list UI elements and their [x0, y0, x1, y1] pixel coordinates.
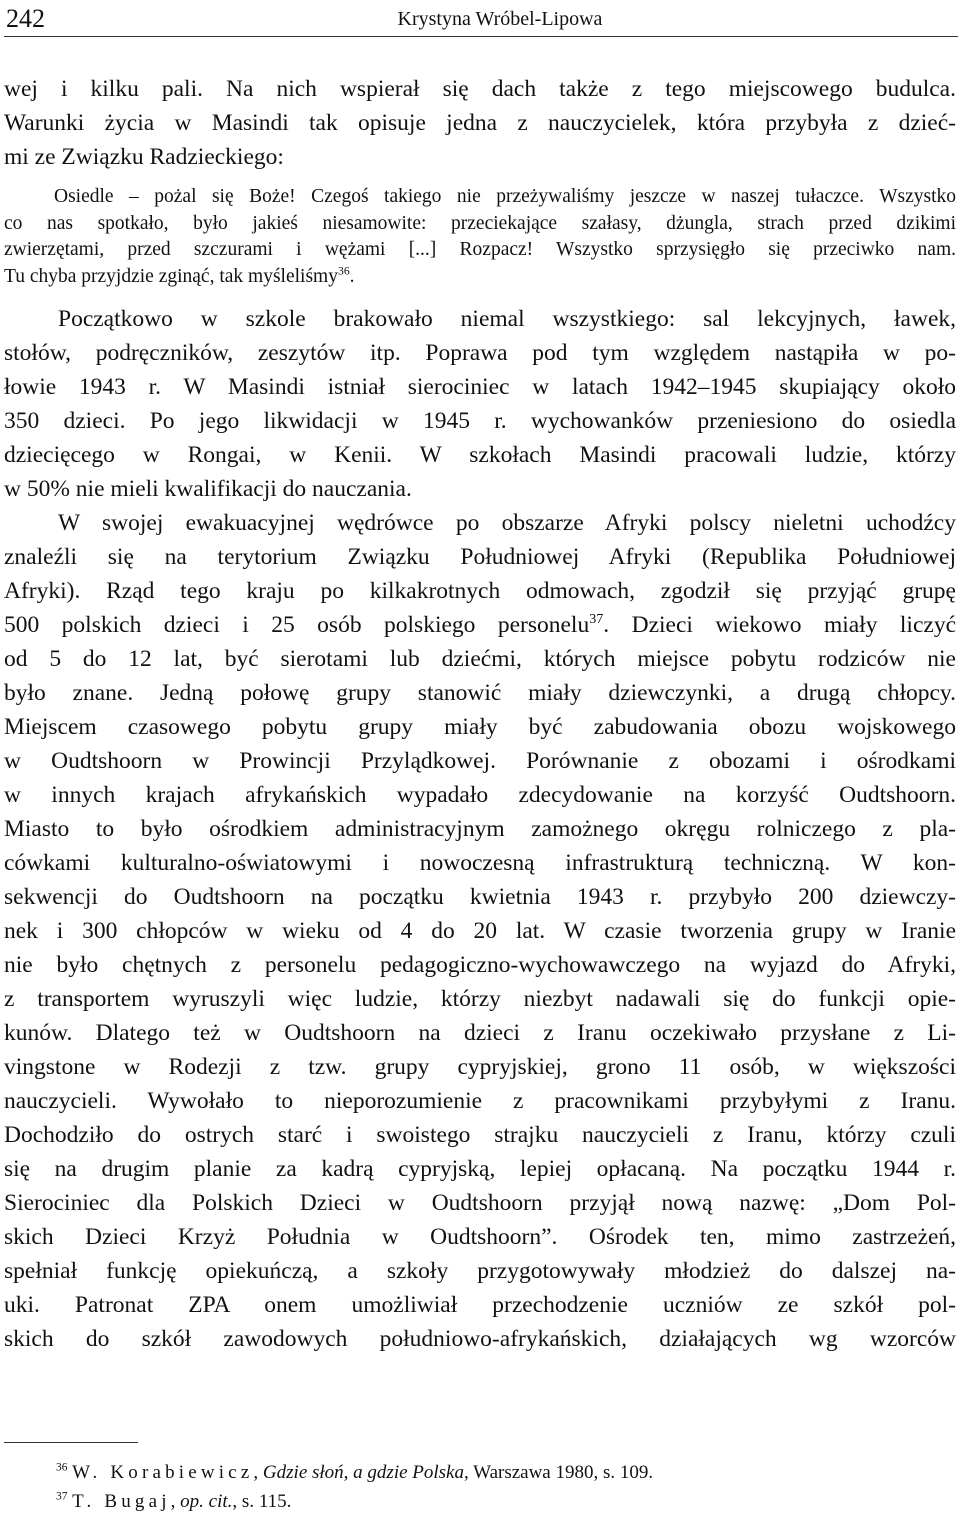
footnotes — [56, 1458, 936, 1516]
quote-text-end: . — [349, 265, 355, 287]
footnote-title: Gdzie słoń, a gdzie Polska — [262, 1462, 464, 1483]
text-line: Sierociniec dla Polskich Dzieci w Oudtshoorn przyjął nową nazwę: „Dom Pol- — [4, 1190, 956, 1216]
text-line: Warunki życia w Masindi tak opisuje jedna z nauczycielek, która przybyła z dzieć- — [4, 110, 956, 136]
text-line: nie było chętnych z personelu pedagogiczno-wychowawczego na wyjazd do Afryki, — [4, 952, 956, 978]
footnote-title: op. cit. — [180, 1491, 233, 1512]
paragraph-1 — [4, 72, 956, 174]
quote-line — [4, 264, 956, 291]
quote-line: co nas spotkało, było jakieś niesamowite: przeciekające szałasy, dżungla, strach przed dzikimi — [4, 212, 956, 234]
text-line: w Oudtshoorn w Prowincji Przylądkowej. Porównanie z obozami i ośrodkami — [4, 748, 956, 774]
text-line: łowie 1943 r. W Masindi istniał sierociniec w latach 1942–1945 skupiający około — [4, 374, 956, 400]
text-line: kunów. Dlatego też w Oudtshoorn na dzieci z Iranu oczekiwało przysłane z Li- — [4, 1020, 956, 1046]
text-line: Afryki). Rząd tego kraju po kilkakrotnych odmowach, zgodził się przyjąć grupę — [4, 578, 956, 604]
footnote-37 — [56, 1487, 936, 1516]
footnote-rule — [4, 1442, 138, 1443]
text-line: z transportem wyruszyli więc ludzie, którzy niezbyt nadawali się do funkcji opie- — [4, 986, 956, 1012]
footnote-rest: , Warszawa 1980, s. 109. — [464, 1462, 654, 1483]
footnote-ref-36[interactable]: 36 — [337, 264, 350, 277]
header-rule — [4, 36, 958, 37]
text-line: sekwencji do Oudtshoorn na początku kwietnia 1943 r. przybyło 200 dziewczy- — [4, 884, 956, 910]
quote-line: zwierzętami, przed szczurami i wężami [...] Rozpacz! Wszystko sprzysięgło się przeciwko nam. — [4, 239, 956, 260]
text-segment: 500 polskich dzieci i 25 osób polskiego personelu — [4, 612, 590, 638]
footnote-number: 36 — [56, 1461, 68, 1474]
text-segment: . Dzieci wiekowo miały liczyć — [603, 612, 956, 638]
footnote-author: T. Bugaj — [72, 1491, 171, 1512]
text-line: uki. Patronat ZPA onem umożliwiał przechodzenie uczniów ze szkół pol- — [4, 1292, 956, 1318]
text-line: było znane. Jedną połowę grupy stanowić miały dziewczynki, a drugą chłopcy. — [4, 680, 956, 706]
quote-text: Tu chyba przyjdzie zginąć, tak myśleliśmy — [4, 265, 338, 287]
text-line: nek i 300 chłopców w wieku od 4 do 20 lat. W czasie tworzenia grupy w Iranie — [4, 918, 956, 944]
quote-line: Osiedle – pożal się Boże! Czegoś takiego nie przeżywaliśmy jeszcze w naszej tułaczce. Wszystko — [54, 186, 956, 207]
paragraph-3 — [4, 506, 956, 1356]
footnote-36 — [56, 1458, 936, 1487]
footnote-author: W. Korabiewicz — [72, 1462, 254, 1483]
text-line: vingstone w Rodezji z tzw. grupy cypryjskiej, grono 11 osób, w większości — [4, 1054, 956, 1080]
text-line: w 50% nie mieli kwalifikacji do nauczania. — [4, 476, 412, 502]
page-number: 242 — [6, 4, 45, 33]
footnote-separator: , — [253, 1462, 263, 1483]
text-line: w innych krajach afrykańskich wypadało zdecydowanie na korzyść Oudtshoorn. — [4, 782, 956, 808]
text-line: 350 dzieci. Po jego likwidacji w 1945 r. wychowanków przeniesiono do osiedla — [4, 408, 956, 434]
text-line: się na drugim planie za kadrą cypryjską, lepiej opłacaną. Na początku 1944 r. — [4, 1156, 956, 1182]
text-line: od 5 do 12 lat, być sierotami lub dziećmi, których miejsce pobytu rodziców nie — [4, 646, 956, 672]
text-line: znaleźli się na terytorium Związku Południowej Afryki (Republika Południowej — [4, 544, 956, 570]
footnote-ref-37[interactable]: 37 — [589, 611, 604, 628]
text-line: Miasto to było ośrodkiem administracyjnym zamożnego okręgu rolniczego z pla- — [4, 816, 956, 842]
footnote-separator: , — [170, 1491, 181, 1512]
text-line: Miejscem czasowego pobytu grupy miały być zabudowania obozu wojskowego — [4, 714, 956, 740]
page-header — [0, 0, 960, 40]
text-line: W swojej ewakuacyjnej wędrówce po obszarze Afryki polscy nieletni uchodźcy — [58, 510, 956, 536]
text-line: wej i kilku pali. Na nich wspierał się dach także z tego miejscowego budulca. — [4, 76, 956, 102]
text-line: mi ze Związku Radzieckiego: — [4, 144, 284, 170]
text-line: Początkowo w szkole brakowało niemal wszystkiego: sal lekcyjnych, ławek, — [58, 306, 956, 332]
paragraph-2 — [4, 302, 956, 506]
text-line: spełniał funkcję opiekuńczą, a szkoły przygotowywały młodzież do dalszej na- — [4, 1258, 956, 1284]
footnote-rest: , s. 115. — [232, 1491, 292, 1512]
text-line: stołów, podręczników, zeszytów itp. Poprawa pod tym względem nastąpiła w po- — [4, 340, 956, 366]
text-line: nauczycieli. Wywołało to nieporozumienie z pracownikami przybyłymi z Iranu. — [4, 1088, 956, 1114]
text-line: cówkami kulturalno-oświatowymi i nowoczesną infrastrukturą techniczną. W kon- — [4, 850, 956, 876]
text-line — [4, 608, 956, 642]
block-quote — [4, 184, 956, 290]
text-line: dziecięcego w Rongai, w Kenii. W szkołach Masindi pracowali ludzie, którzy — [4, 442, 956, 468]
text-line: Dochodziło do ostrych starć i swoistego strajku nauczycieli z Iranu, którzy czuli — [4, 1122, 956, 1148]
running-title: Krystyna Wróbel-Lipowa — [397, 8, 603, 30]
text-line: skich Dzieci Krzyż Południa w Oudtshoorn”. Ośrodek ten, mimo zastrzeżeń, — [4, 1224, 956, 1250]
main-text — [4, 72, 956, 1356]
paragraph-3-lines — [4, 642, 956, 1356]
text-line: skich do szkół zawodowych południowo-afrykańskich, działających wg wzorców — [4, 1326, 956, 1352]
footnote-number: 37 — [56, 1490, 68, 1503]
